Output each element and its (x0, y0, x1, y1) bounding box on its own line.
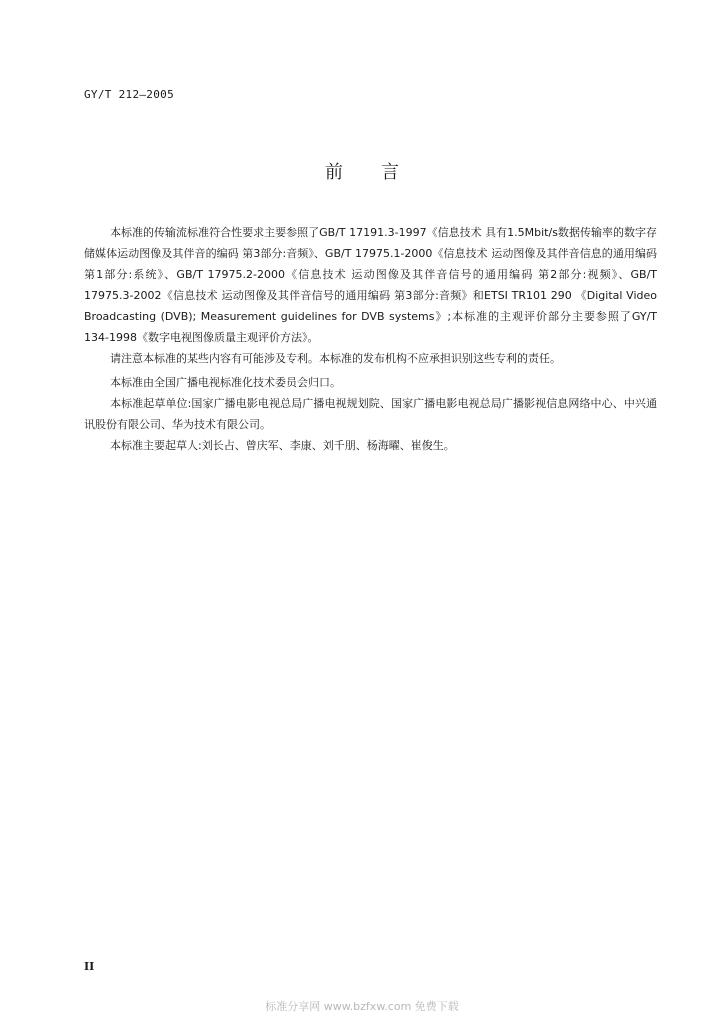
paragraph-references: 本标准的传输流标准符合性要求主要参照了GB/T 17191.3-1997《信息技术 具有1.5Mbit/s数据传输率的数字存储媒体运动图像及其伴音的编码 第3部分:音频》、GB/T 17975.1-2000《信息技术 运动图像及其伴音信息的通用编码 第1部分:系统》、GB/T 17975.2-2000《信息技术 运动图像及其伴音信号的通用编码 第2部分:视频》、GB/T 17975.3-2002《信息技术 运动图像及其伴音信号的通用编码 第3部分:音频》和ETSI TR101 290 《Digital Video Broadcasting (DVB); Measurement guidelines for DVB systems》;本标准的主观评价部分主要参照了GY/T 134-1998《数字电视图像质量主观评价方法》。 (84, 226, 657, 344)
watermark-text: 标准分享网 www.bzfxw.com 免费下载 (265, 1000, 459, 1013)
paragraph-drafters: 本标准主要起草人:刘长占、曾庆军、李康、刘千朋、杨海曜、崔俊生。 (110, 439, 455, 452)
page-number: II (84, 960, 95, 973)
body-block-drafting (84, 372, 657, 456)
paragraph-patent-notice: 请注意本标准的某些内容有可能涉及专利。本标准的发布机构不应承担识别这些专利的责任。 (110, 352, 561, 365)
paragraph-committee: 本标准由全国广播电视标准化技术委员会归口。 (110, 376, 341, 389)
paragraph-drafting-units: 本标准起草单位:国家广播电影电视总局广播电视规划院、国家广播电影电视总局广播影视信息网络中心、中兴通讯股份有限公司、华为技术有限公司。 (84, 397, 657, 431)
body-block-references (84, 222, 657, 369)
document-code: GY/T 212—2005 (84, 88, 174, 101)
page-title: 前言 (325, 162, 437, 183)
